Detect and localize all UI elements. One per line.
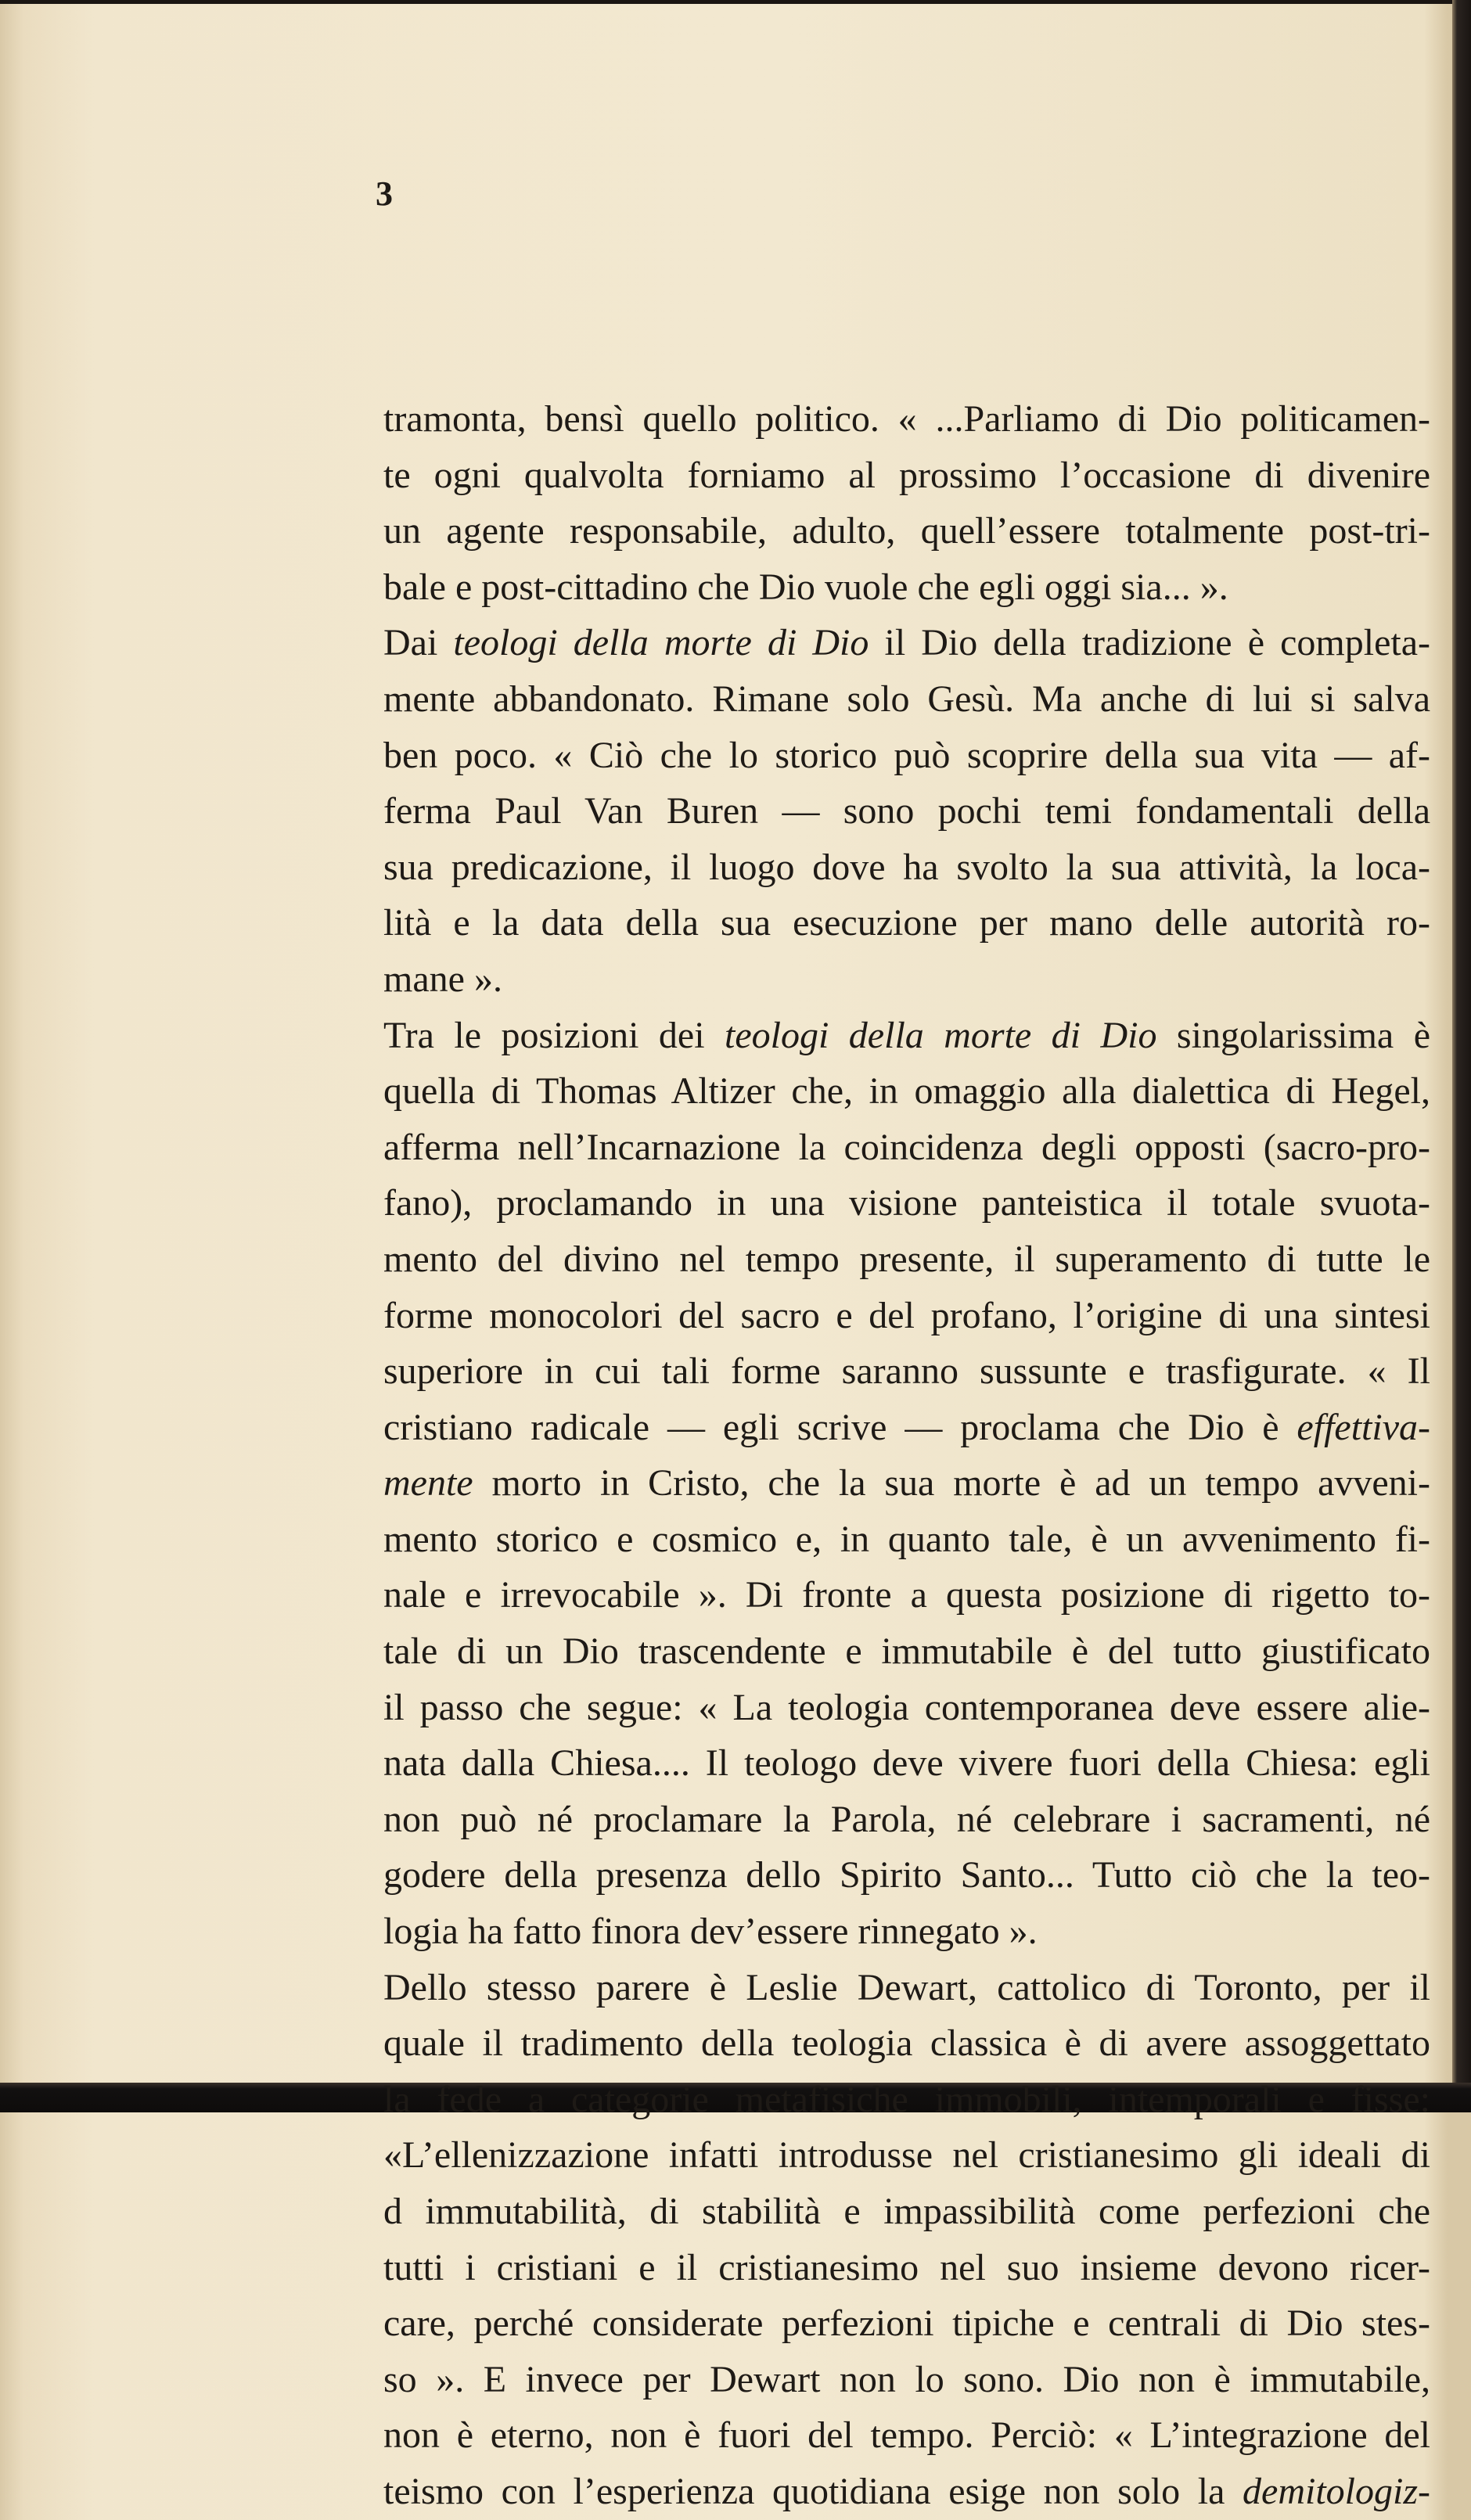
text-line: [383, 2464, 1430, 2520]
text-line: [383, 2072, 1430, 2128]
text-segment: superiore in cui tali forme saranno sussunte e trasfigurate. « Il: [383, 1350, 1430, 1393]
text-segment: non può né proclamare la Parola, né celebrare i sacramenti, né: [383, 1798, 1430, 1840]
text-segment: fano), proclamando in una visione panteistica il totale svuota-: [383, 1182, 1430, 1224]
text-segment: logia ha fatto finora dev’essere rinnegato ».: [383, 1911, 1038, 1953]
italic-text: mente: [383, 1462, 473, 1504]
page-top-edge: [0, 0, 1471, 4]
text-line: [383, 728, 1430, 784]
text-segment: te ogni qualvolta forniamo al prossimo l’occasione di divenire: [383, 454, 1430, 496]
text-segment: la fede a categorie metafisiche immobili, intemporali e fisse:: [383, 2078, 1430, 2120]
text-segment: afferma nell’Incarnazione la coincidenza degli opposti (sacro-pro-: [383, 1126, 1430, 1168]
text-segment: cristiano radicale — egli scrive — proclama che Dio è: [383, 1406, 1297, 1448]
text-line: [383, 671, 1430, 728]
text-line: [383, 1567, 1430, 1623]
text-line: [383, 1680, 1430, 1736]
text-segment: ben poco. « Ciò che lo storico può scoprire della sua vita — af-: [383, 734, 1430, 776]
text-line: [383, 951, 1430, 1008]
text-line: [383, 559, 1430, 616]
text-line: [383, 2407, 1430, 2464]
italic-text: demitologiz-: [1243, 2470, 1430, 2512]
text-line: [383, 1847, 1430, 1903]
text-line: [383, 1008, 1430, 1064]
text-segment: il passo che segue: « La teologia contemporanea deve essere alie-: [383, 1686, 1430, 1728]
text-line: [383, 1960, 1430, 2016]
text-line: [383, 1343, 1430, 1400]
text-line: [383, 1512, 1430, 1568]
text-line: [383, 391, 1430, 448]
text-segment: tramonta, bensì quello politico. « ...Parliamo di Dio politicamen-: [383, 398, 1430, 440]
text-line: [383, 1120, 1430, 1176]
italic-text: teologi della morte di Dio: [725, 1014, 1157, 1056]
text-line: [383, 1455, 1430, 1512]
text-line: [383, 1903, 1430, 1960]
text-line: [383, 2295, 1430, 2352]
text-segment: bale e post-cittadino che Dio vuole che egli oggi sia... ».: [383, 566, 1228, 608]
text-line: [383, 1792, 1430, 1848]
text-line: [383, 1063, 1430, 1120]
text-segment: quale il tradimento della teologia classica è di avere assoggettato: [383, 2022, 1430, 2065]
text-segment: ferma Paul Van Buren — sono pochi temi fondamentali della: [383, 790, 1430, 832]
text-segment: teismo con l’esperienza quotidiana esige non solo la: [383, 2470, 1243, 2512]
text-segment: sua predicazione, il luogo dove ha svolto la sua attività, la loca-: [383, 846, 1430, 888]
text-line: [383, 2127, 1430, 2184]
page-number: 3: [376, 174, 393, 213]
text-segment: godere della presenza dello Spirito Santo... Tutto ciò che la teo-: [383, 1854, 1430, 1896]
text-line: [383, 1400, 1430, 1456]
text-segment: mento del divino nel tempo presente, il superamento di tutte le: [383, 1238, 1430, 1280]
text-segment: un agente responsabile, adulto, quell’essere totalmente post-tri-: [383, 510, 1430, 552]
text-line: [383, 1175, 1430, 1231]
text-segment: Tra le posizioni dei: [383, 1014, 725, 1056]
text-segment: forme monocolori del sacro e del profano, l’origine di una sintesi: [383, 1294, 1430, 1336]
text-segment: non è eterno, non è fuori del tempo. Perciò: « L’integrazione del: [383, 2414, 1430, 2457]
text-segment: mane ».: [383, 958, 502, 1000]
text-segment: so ». E invece per Dewart non lo sono. Dio non è immutabile,: [383, 2358, 1430, 2400]
body-text: [383, 391, 1430, 2520]
text-line: [383, 839, 1430, 896]
text-segment: Dello stesso parere è Leslie Dewart, cattolico di Toronto, per il: [383, 1966, 1430, 2008]
book-spine-edge: [1452, 0, 1471, 2112]
text-line: [383, 1288, 1430, 1344]
text-segment: «L’ellenizzazione infatti introdusse nel cristianesimo gli ideali di: [383, 2134, 1430, 2177]
text-line: [383, 2352, 1430, 2408]
text-line: [383, 2240, 1430, 2296]
text-segment: d immutabilità, di stabilità e impassibilità come perfezioni che: [383, 2191, 1430, 2232]
text-line: [383, 1231, 1430, 1288]
text-line: [383, 1735, 1430, 1792]
text-segment: Dai: [383, 622, 454, 664]
text-line: [383, 895, 1430, 951]
text-line: [383, 2015, 1430, 2072]
text-segment: tale di un Dio trascendente e immutabile è del tutto giustificato: [383, 1630, 1430, 1673]
text-segment: morto in Cristo, che la sua morte è ad un tempo avveni-: [473, 1462, 1430, 1504]
text-line: [383, 503, 1430, 559]
italic-text: effettiva-: [1297, 1406, 1430, 1448]
text-segment: nale e irrevocabile ». Di fronte a questa posizione di rigetto to-: [383, 1574, 1430, 1616]
text-segment: singolarissima è: [1156, 1014, 1430, 1056]
text-line: [383, 783, 1430, 839]
text-line: [383, 2184, 1430, 2240]
text-segment: care, perché considerate perfezioni tipiche e centrali di Dio stes-: [383, 2303, 1430, 2345]
text-segment: mente abbandonato. Rimane solo Gesù. Ma anche di lui si salva: [383, 678, 1430, 720]
text-line: [383, 448, 1430, 504]
text-segment: lità e la data della sua esecuzione per mano delle autorità ro-: [383, 902, 1430, 944]
text-line: [383, 1623, 1430, 1680]
text-segment: nata dalla Chiesa.... Il teologo deve vivere fuori della Chiesa: egli: [383, 1742, 1430, 1785]
text-line: [383, 615, 1430, 671]
text-segment: mento storico e cosmico e, in quanto tale, è un avvenimento fi-: [383, 1518, 1430, 1560]
italic-text: teologi della morte di Dio: [453, 622, 869, 664]
text-segment: tutti i cristiani e il cristianesimo nel suo insieme devono ricer-: [383, 2246, 1430, 2288]
text-segment: il Dio della tradizione è completa-: [869, 622, 1431, 664]
text-segment: quella di Thomas Altizer che, in omaggio alla dialettica di Hegel,: [383, 1070, 1430, 1113]
